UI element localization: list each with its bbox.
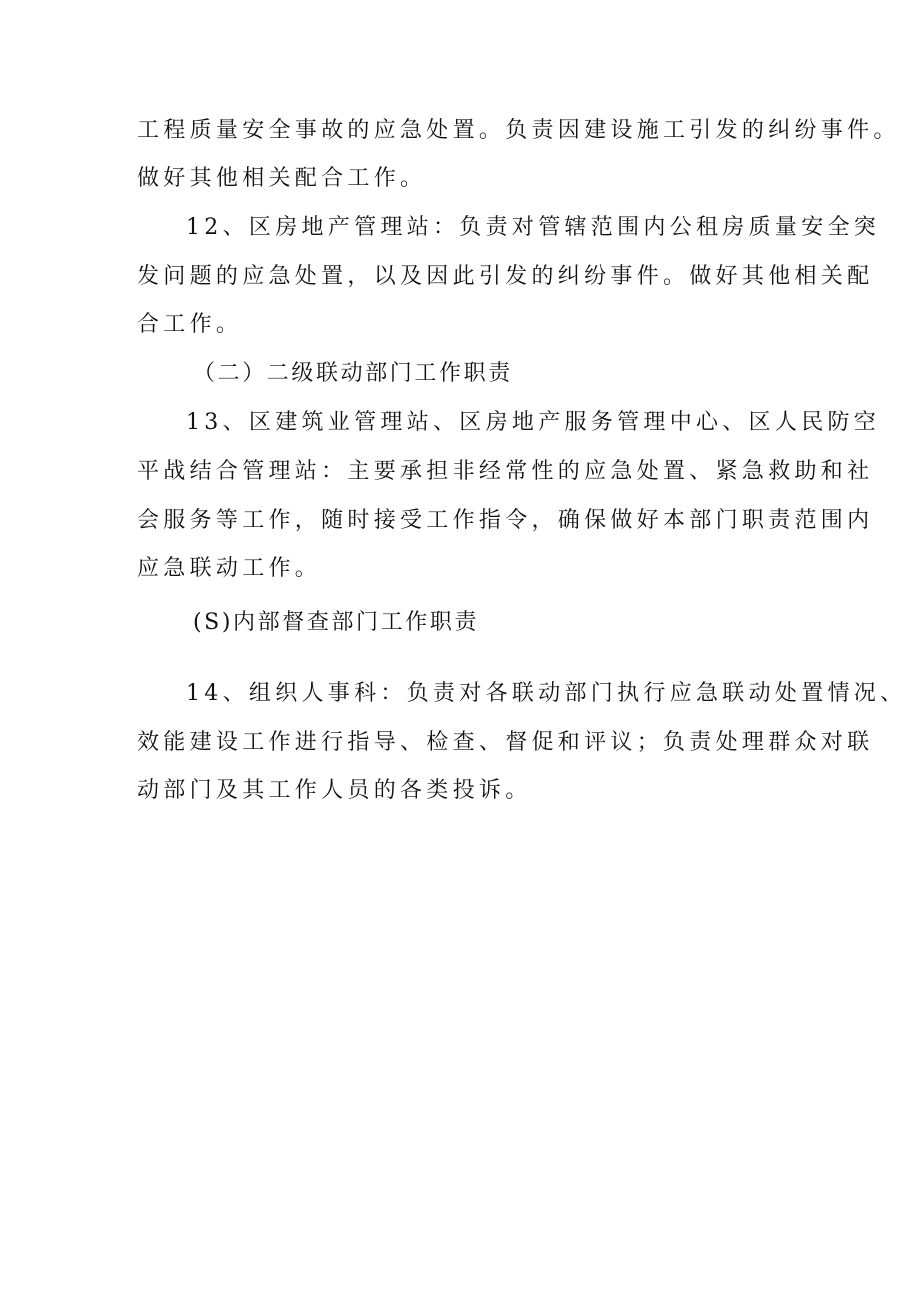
paragraph-line: 13、区建筑业管理站、区房地产服务管理中心、区人民防空 — [186, 410, 881, 435]
paragraph-line: 平战结合管理站：主要承担非经常性的应急处置、紧急救助和社 — [137, 459, 874, 484]
paragraph-line: 合工作。 — [137, 312, 243, 337]
paragraph-line: 发问题的应急处置，以及因此引发的纠纷事件。做好其他相关配 — [137, 264, 874, 289]
section-heading: (S)内部督查部门工作职责 — [193, 610, 480, 635]
paragraph-line: 应急联动工作。 — [137, 556, 322, 581]
paragraph-line: 效能建设工作进行指导、检查、督促和评议；负责处理群众对联 — [137, 730, 874, 755]
paragraph-line: 做好其他相关配合工作。 — [137, 166, 427, 191]
section-heading: （二）二级联动部门工作职责 — [193, 361, 513, 386]
paragraph-line: 12、区房地产管理站：负责对管辖范围内公租房质量安全突 — [186, 215, 881, 240]
paragraph-line: 会服务等工作，随时接受工作指令，确保做好本部门职责范围内 — [137, 508, 874, 533]
paragraph-line: 14、组织人事科：负责对各联动部门执行应急联动处置情况、 — [186, 681, 907, 706]
paragraph-line: 动部门及其工作人员的各类投诉。 — [137, 778, 532, 803]
paragraph-line: 工程质量安全事故的应急处置。负责因建设施工引发的纠纷事件。 — [137, 118, 900, 143]
